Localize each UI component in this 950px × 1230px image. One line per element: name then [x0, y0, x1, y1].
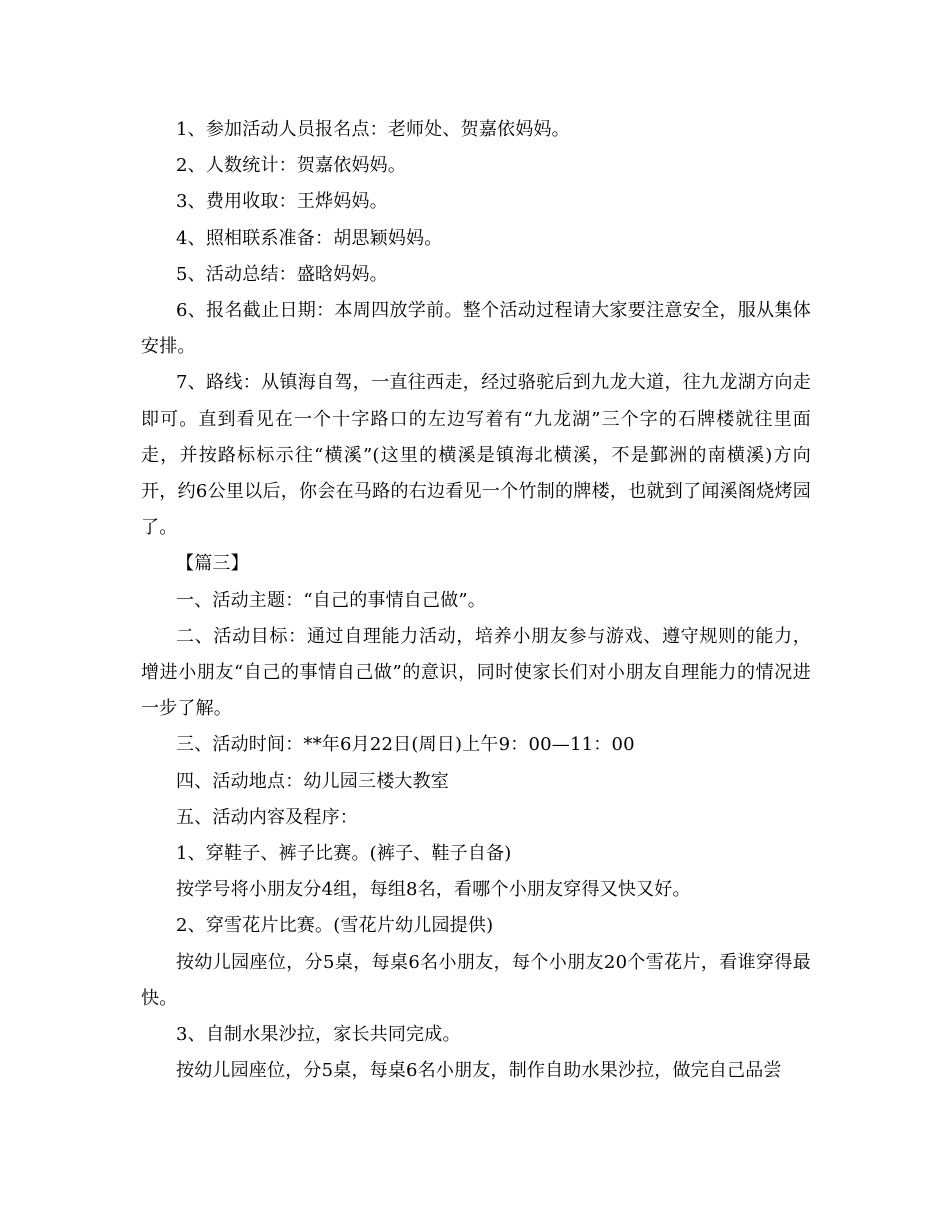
activity-time: 三、活动时间：**年6月22日(周日)上午9：00—11：00 [176, 734, 635, 756]
contest-3-detail: 按幼儿园座位，分5桌，每桌6名小朋友，制作自助水果沙拉，做完自己品尝 [176, 1060, 782, 1082]
item-route: 7、路线：从镇海自驾，一直往西走，经过骆驼后到九龙大道，往九龙湖方向走即可。直到看见在一个十字路口的左边写着有“九龙湖”三个字的石牌楼就往里面走，并按路标标示往“横溪”(这里的横溪是镇海北横溪，不是鄞洲的南横溪)方向开，约6公里以后，你会在马路的右边看见一个竹制的牌楼，也就到了闻溪阁烧烤园了。 [141, 372, 811, 539]
activity-theme: 一、活动主题：“自己的事情自己做”。 [176, 589, 487, 611]
activity-goal: 二、活动目标：通过自理能力活动，培养小朋友参与游戏、遵守规则的能力，增进小朋友“自己的事情自己做”的意识，同时使家长们对小朋友自理能力的情况进一步了解。 [141, 625, 811, 720]
item-photo-contact: 4、照相联系准备：胡思颖妈妈。 [176, 227, 443, 249]
section-heading: 【篇三】 [176, 553, 249, 575]
contest-2-detail: 按幼儿园座位，分5桌，每桌6名小朋友，每个小朋友20个雪花片，看谁穿得最快。 [141, 951, 811, 1009]
document-page [141, 112, 811, 1089]
contest-3-title: 3、自制水果沙拉，家长共同完成。 [176, 1024, 461, 1046]
activity-content-heading: 五、活动内容及程序： [176, 806, 358, 828]
item-deadline: 6、报名截止日期：本周四放学前。整个活动过程请大家要注意安全，服从集体安排。 [141, 300, 811, 358]
contest-2-title: 2、穿雪花片比赛。(雪花片幼儿园提供) [176, 915, 494, 937]
item-fee-collection: 3、费用收取：王烨妈妈。 [176, 191, 388, 213]
item-registration-point: 1、参加活动人员报名点：老师处、贺嘉依妈妈。 [176, 119, 570, 140]
item-headcount: 2、人数统计：贺嘉依妈妈。 [176, 155, 407, 177]
item-summary: 5、活动总结：盛晗妈妈。 [176, 263, 388, 285]
contest-1-title: 1、穿鞋子、裤子比赛。(裤子、鞋子自备) [176, 843, 512, 865]
activity-location: 四、活动地点：幼儿园三楼大教室 [176, 770, 449, 792]
contest-1-detail: 按学号将小朋友分4组，每组8名，看哪个小朋友穿得又快又好。 [176, 879, 691, 901]
